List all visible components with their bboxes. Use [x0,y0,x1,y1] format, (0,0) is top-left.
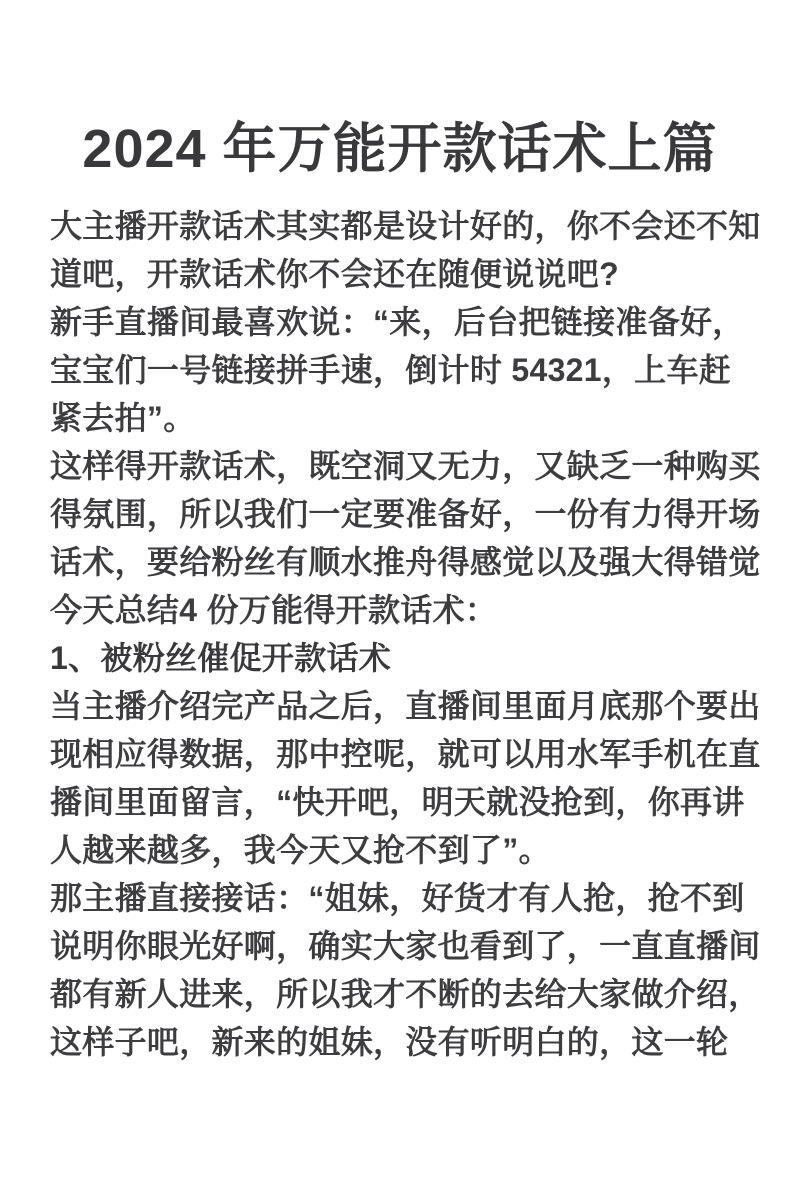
text-line: 播间里面留言，“快开吧，明天就没抢到，你再讲 [50,784,745,820]
text-line: 那主播直接接话：“姐妹，好货才有人抢，抢不到 [50,880,745,916]
section-heading: 1、被粉丝催促开款话术 [50,640,392,676]
text-line: 都有新人进来，所以我才不断的去给大家做介绍， [50,976,761,1012]
text-line: 宝宝们一号链接拼手速，倒计时 54321，上车赶 [50,352,732,388]
text-line: 当主播介绍完产品之后，直播间里面月底那个要出 [50,688,761,724]
text-line: 现相应得数据，那中控呢，就可以用水军手机在直 [50,736,761,772]
text-line: 人越来越多，我今天又抢不到了”。 [50,832,551,868]
text-line: 大主播开款话术其实都是设计好的，你不会还不知 [50,208,761,244]
text-line: 这样子吧，新来的姐妹，没有听明白的，这一轮 [50,1024,729,1060]
text-line: 道吧，开款话术你不会还在随便说说吧? [50,256,619,292]
note-page [0,118,800,1200]
text-line: 话术，要给粉丝有顺水推舟得感觉以及强大得错觉 [50,544,761,580]
text-line: 这样得开款话术，既空洞又无力，又缺乏一种购买 [50,448,761,484]
text-line: 今天总结4 份万能得开款话术： [50,592,498,628]
text-line: 新手直播间最喜欢说：“来，后台把链接准备好， [50,304,745,340]
text-line: 紧去拍”。 [50,400,196,436]
article-body [50,202,761,1066]
page-title: 2024 年万能开款话术上篇 [82,119,718,179]
text-line: 说明你眼光好啊，确实大家也看到了，一直直播间 [50,928,761,964]
text-line: 得氛围，所以我们一定要准备好，一份有力得开场 [50,496,761,532]
